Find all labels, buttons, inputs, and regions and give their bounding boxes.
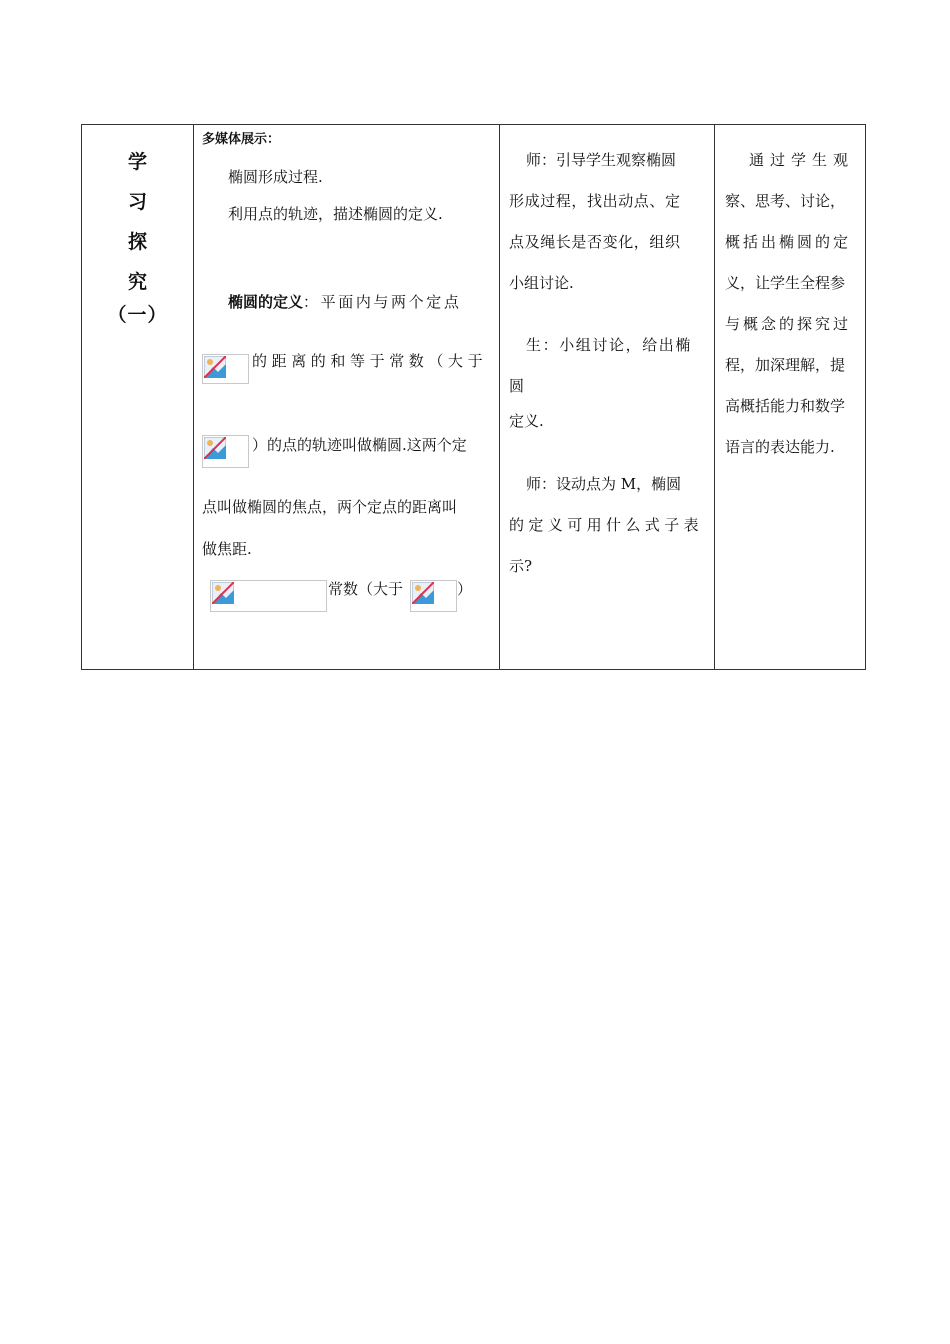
- definition-line: 的距离的和等于常数（大于: [252, 352, 488, 370]
- title-char: 究: [127, 271, 147, 293]
- activity-line: 定义.: [509, 412, 544, 430]
- formula-close: ）: [457, 580, 473, 598]
- teacher-student-cell: [500, 125, 714, 669]
- multimedia-heading: 多媒体展示：: [202, 132, 281, 147]
- title-char: 习: [127, 191, 147, 213]
- title-char: 探: [127, 231, 147, 253]
- formula-text: 常数（大于: [328, 580, 404, 598]
- broken-image-icon: [202, 435, 249, 468]
- intent-line: 义，让学生全程参: [725, 274, 846, 292]
- activity-line: 师：引导学生观察椭圆: [526, 151, 677, 169]
- lesson-table: [81, 124, 866, 670]
- broken-image-icon: [210, 580, 327, 612]
- activity-line: 示?: [509, 557, 533, 575]
- activity-line: 形成过程，找出动点、定: [509, 192, 681, 210]
- activity-line: 生：小组讨论，给出椭: [526, 336, 693, 354]
- intent-line: 与概念的探究过: [725, 315, 852, 333]
- content-cell: [194, 125, 499, 669]
- section-title-cell: [82, 125, 193, 669]
- design-intent-cell: [715, 125, 866, 669]
- definition-text: ：平面内与两个定点: [303, 293, 462, 311]
- activity-line: 师：设动点为 M，椭圆: [526, 475, 682, 493]
- activity-line: 的定义可用什么式子表: [509, 516, 704, 534]
- content-line: 椭圆形成过程.: [228, 168, 323, 186]
- intent-line: 概括出椭圆的定: [725, 233, 852, 251]
- activity-line: 小组讨论.: [509, 274, 574, 292]
- intent-line: 语言的表达能力.: [725, 438, 835, 456]
- definition-line: 做焦距.: [202, 540, 252, 558]
- content-line: 利用点的轨迹，描述椭圆的定义.: [228, 205, 443, 223]
- definition-label: 椭圆的定义: [228, 293, 304, 311]
- section-title: [82, 147, 193, 327]
- broken-image-icon: [410, 580, 457, 612]
- activity-line: 点及绳长是否变化，组织: [509, 233, 681, 251]
- broken-image-icon: [202, 354, 249, 384]
- intent-line: 程，加深理解，提: [725, 356, 846, 374]
- definition-line: 点叫做椭圆的焦点，两个定点的距离叫: [202, 498, 458, 516]
- section-number: （一）: [107, 304, 168, 326]
- definition-line: ）的点的轨迹叫做椭圆.这两个定: [252, 436, 467, 454]
- intent-line: 察、思考、讨论，: [725, 192, 846, 210]
- intent-line: 高概括能力和数学: [725, 397, 846, 415]
- definition-line: [228, 291, 461, 312]
- title-char: 学: [127, 151, 147, 173]
- intent-line: 通过学生观: [749, 151, 855, 169]
- activity-line: 圆: [509, 377, 525, 395]
